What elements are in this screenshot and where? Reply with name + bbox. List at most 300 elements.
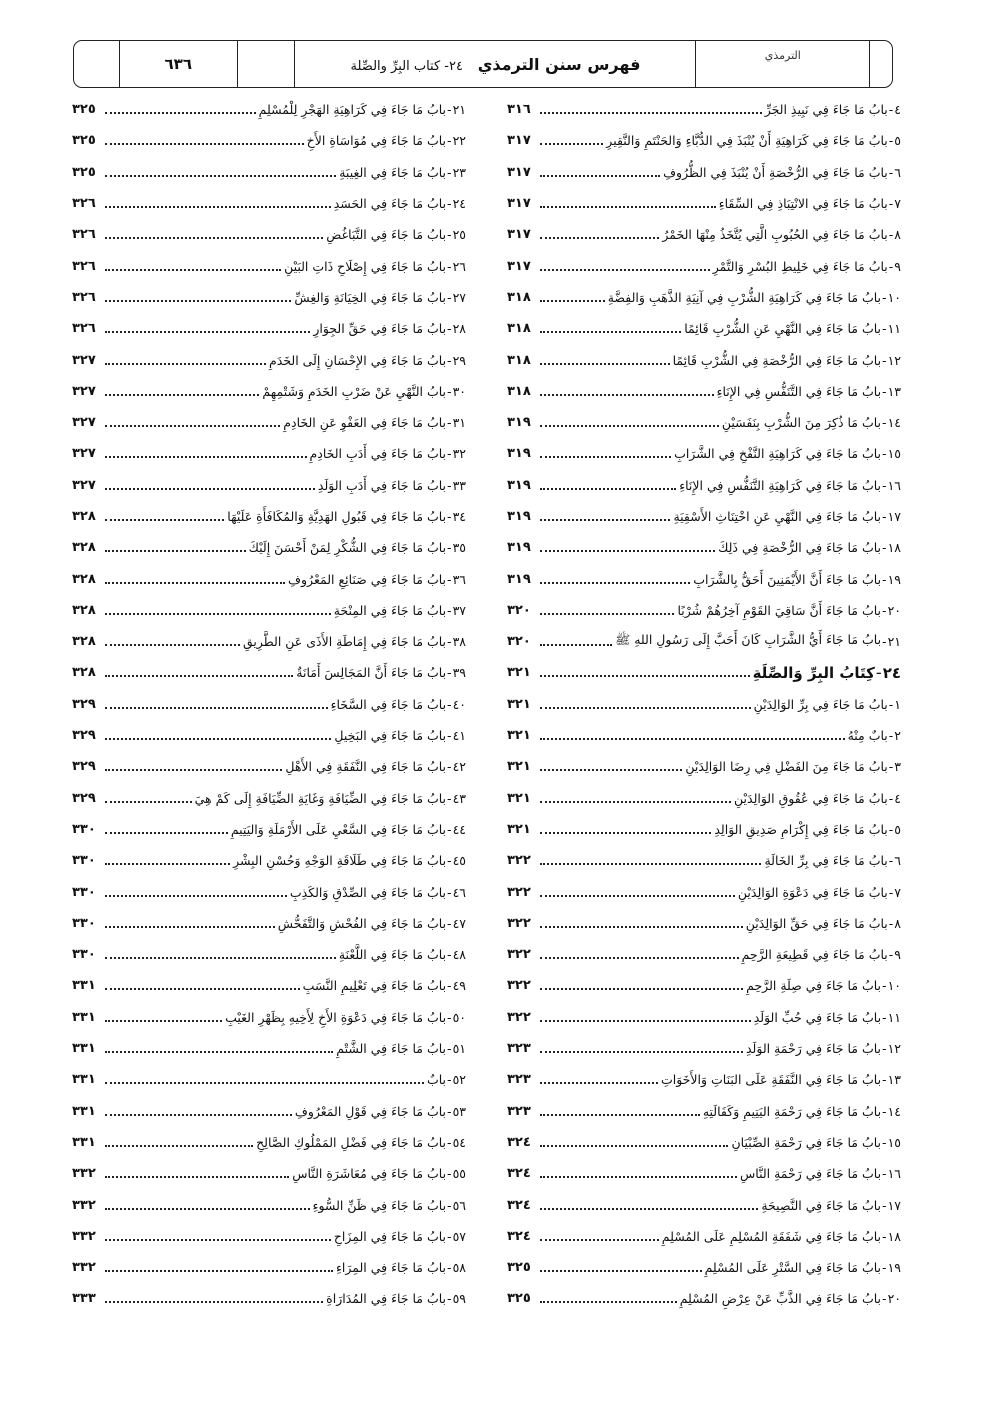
toc-entry-number: ١٨ xyxy=(887,540,901,556)
toc-entry-separator: - xyxy=(888,196,894,212)
toc-entry-number: ١٥ xyxy=(887,446,901,462)
toc-entry-separator: - xyxy=(882,634,887,650)
toc-entry-title: بابُ مَا جَاءَ أَنَّ سَاقِيَ القَوْمِ آخِرُهُمْ شُرْبًا xyxy=(677,602,882,618)
toc-entry-separator: - xyxy=(447,1260,452,1276)
toc-entry xyxy=(507,219,901,250)
dot-leader xyxy=(540,518,670,521)
toc-entry-separator: - xyxy=(447,446,452,462)
toc-entry-number: ٨ xyxy=(894,227,901,243)
toc-entry-title: بابُ مَا جَاءَ فِي حُبِّ الوَلَدِ xyxy=(753,1009,882,1025)
toc-entry-page: ٣١٩ xyxy=(507,446,531,462)
toc-entry-separator: - xyxy=(882,1134,887,1150)
toc-entry-title: بابُ مَا جَاءَ أَيُّ الشَّرَابِ كَانَ أَحَبَّ إِلَى رَسُولِ اللهِ ﷺ xyxy=(615,632,882,648)
header-cell-title xyxy=(295,41,696,87)
toc-entry-title: بابُ مَا جَاءَ فِي صَنَائِعِ المَعْرُوفِ xyxy=(288,571,447,587)
toc-entry-number: ٢ xyxy=(894,728,901,744)
toc-entry-number: ٣٧ xyxy=(452,602,466,618)
toc-entry-page: ٣٣٠ xyxy=(72,821,96,837)
toc-entry-page: ٣١٧ xyxy=(507,227,531,243)
toc-entry-title: بابُ مَا جَاءَ فِي ظَنِّ السُّوءِ xyxy=(312,1197,447,1213)
toc-entry-number: ٦ xyxy=(894,164,901,180)
dot-leader xyxy=(105,894,287,897)
toc-entry-number: ٥٦ xyxy=(452,1197,466,1213)
toc-entry xyxy=(507,407,901,438)
toc-entry-title: بابُ مَا جَاءَ فِي قَطِيعَةِ الرَّحِمِ xyxy=(741,947,888,963)
toc-entry-number: ٣٦ xyxy=(452,571,466,587)
dot-leader xyxy=(540,894,735,897)
toc-entry-page: ٣١٨ xyxy=(507,383,531,399)
toc-entry-page: ٣٢٧ xyxy=(72,383,96,399)
toc-entry xyxy=(72,908,466,939)
toc-entry-separator: - xyxy=(447,383,452,399)
toc-entry xyxy=(507,1002,901,1033)
dot-leader xyxy=(105,518,224,521)
toc-entry-number: ١٦ xyxy=(887,1166,901,1182)
dot-leader xyxy=(105,768,282,771)
toc-entry xyxy=(507,313,901,344)
toc-entry-number: ٤٨ xyxy=(452,947,466,963)
toc-entry xyxy=(507,1064,901,1095)
dot-leader xyxy=(540,643,612,646)
toc-entry-title: بابُ مَا جَاءَ فِي إِمَاطَةِ الأَذَى عَنِ الطَّرِيقِ xyxy=(242,634,447,650)
toc-entry xyxy=(507,1221,901,1252)
toc-entry-separator: - xyxy=(447,947,452,963)
toc-entry-separator: - xyxy=(888,915,894,931)
toc-entry-page: ٣٣٠ xyxy=(72,853,96,869)
toc-entry-number: ٣٩ xyxy=(452,665,466,681)
page-number: ٦٣٦ xyxy=(164,55,192,73)
toc-entry-title: بابُ مَا جَاءَ فِي كَرَاهِيَةِ الهَجْرِ لِلْمُسْلِمِ xyxy=(258,102,447,118)
toc-entry-page: ٣٢١ xyxy=(507,665,531,681)
toc-entry xyxy=(507,470,901,501)
toc-entry-page: ٣٣١ xyxy=(72,1134,96,1150)
toc-entry-title: بابُ مَا جَاءَ فِي أَدَبِ الخَادِمِ xyxy=(309,446,447,462)
dot-leader xyxy=(540,268,710,271)
toc-entry-title: بابُ مَا جَاءَ فِي اللَّعْنَةِ xyxy=(338,947,447,963)
toc-entry-number: ٥٣ xyxy=(452,1103,466,1119)
dot-leader xyxy=(105,706,328,709)
toc-entry-number: ١٤ xyxy=(887,1103,901,1119)
toc-entry-number: ٤٠ xyxy=(452,696,466,712)
toc-entry-separator: - xyxy=(888,696,894,712)
toc-entry-number: ١١ xyxy=(887,321,901,337)
toc-entry-title: بابُ مَا جَاءَ فِي المُدَارَاةِ xyxy=(326,1291,447,1307)
toc-entry-page: ٣٣١ xyxy=(72,1041,96,1057)
toc-entry-separator: - xyxy=(447,1228,452,1244)
toc-entry-title: بابُ مَا جَاءَ فِي مُوَاسَاةِ الأَخِ xyxy=(306,133,447,149)
toc-entry-separator: - xyxy=(888,728,894,744)
toc-entry-title: بابُ مَا جَاءَ فِي رَحْمَةِ النَّاسِ xyxy=(740,1166,882,1182)
toc-entry-page: ٣١٧ xyxy=(507,196,531,212)
toc-entry-number: ٢٩ xyxy=(452,352,466,368)
toc-entry-title: بابُ مَا جَاءَ فِي مُعَاشَرَةِ النَّاسِ xyxy=(292,1166,447,1182)
toc-entry-page: ٣٢٩ xyxy=(72,696,96,712)
toc-entry-separator: - xyxy=(447,102,452,118)
toc-entry-separator: - xyxy=(882,540,887,556)
toc-entry-title: بابُ مَا جَاءَ فِي كَرَاهِيَةِ التَّنَفُّسِ فِي الإِنَاءِ xyxy=(679,477,882,493)
toc-entry xyxy=(507,250,901,281)
toc-entry-number: ٧ xyxy=(894,884,901,900)
toc-entry-page: ٣١٩ xyxy=(507,509,531,524)
dot-leader xyxy=(105,362,266,365)
toc-entry-page: ٣٢٤ xyxy=(507,1228,531,1244)
toc-entry-number: ٤ xyxy=(894,102,901,118)
toc-entry-title: بابُ مَا جَاءَ فِي النَّهْيِ عَنِ الشُّرْبِ قَائِمًا xyxy=(684,321,882,337)
toc-entry-separator: - xyxy=(882,1072,887,1088)
toc-entry-separator: - xyxy=(447,477,452,493)
toc-entry-title: بابُ مَا جَاءَ فِي البَخِيلِ xyxy=(334,728,447,744)
dot-leader xyxy=(105,987,300,990)
toc-entry-number: ٣ xyxy=(894,759,901,775)
toc-entry xyxy=(72,814,466,845)
toc-entry xyxy=(507,908,901,939)
toc-entry-number: ٣٨ xyxy=(452,634,466,650)
toc-entry-separator: - xyxy=(882,1228,887,1244)
dot-leader xyxy=(540,1144,728,1147)
toc-section-heading xyxy=(507,657,901,688)
toc-entry-number: ٢٣ xyxy=(452,164,466,180)
toc-entry-title: كِتَابُ البِرِّ وَالصِّلَةِ xyxy=(752,663,875,682)
dot-leader xyxy=(540,1113,700,1116)
dot-leader xyxy=(540,205,716,208)
dot-leader xyxy=(540,549,715,552)
toc-entry-page: ٣٢٩ xyxy=(72,790,96,806)
toc-entry xyxy=(72,689,466,720)
toc-entry-title: بابُ مَا جَاءَ فِي الرُّخْصَةِ أَنْ يُنْبَذَ فِي الظُّرُوفِ xyxy=(663,164,888,180)
toc-entry-page: ٣٢٦ xyxy=(72,258,96,274)
toc-entry-page: ٣٣٠ xyxy=(72,915,96,931)
toc-entry-separator: - xyxy=(447,1009,452,1025)
toc-entry-title: بابُ مَا جَاءَ فِي كَرَاهِيَةِ أَنْ يُنْبَذَ فِي الدُّبَّاءِ وَالحَنْتَمِ وَالنَّقِيرِ xyxy=(606,133,888,149)
author-tag: الترمذي xyxy=(764,49,801,62)
toc-entry-separator: - xyxy=(888,258,894,274)
dot-leader xyxy=(105,174,336,177)
toc-entry-number: ٥ xyxy=(894,133,901,149)
dot-leader xyxy=(105,424,280,427)
toc-entry-separator: - xyxy=(447,164,452,180)
dot-leader xyxy=(105,737,331,740)
toc-entry-title: بابُ مَا جَاءَ فِي المِرَاءِ xyxy=(336,1260,447,1276)
dot-leader xyxy=(105,236,323,239)
toc-entry-page: ٣٢٨ xyxy=(72,571,96,587)
dot-leader xyxy=(540,424,719,427)
toc-entry-number: ٥٤ xyxy=(452,1134,466,1150)
toc-entry-title: بابُ مَا ذُكِرَ مِنَ الشُّرْبِ بِنَفَسَيْنِ xyxy=(721,415,882,431)
toc-entry-page: ٣٣٢ xyxy=(72,1228,96,1244)
toc-entry-number: ٢١ xyxy=(887,634,901,650)
toc-entry xyxy=(507,970,901,1001)
dot-leader xyxy=(105,1238,331,1241)
toc-entry-separator: - xyxy=(888,853,894,869)
toc-entry-separator: - xyxy=(447,853,452,869)
toc-entry-page: ٣٢٧ xyxy=(72,415,96,431)
toc-entry-number: ٢٦ xyxy=(452,258,466,274)
toc-entry-number: ٤٦ xyxy=(452,884,466,900)
toc-entry xyxy=(72,470,466,501)
dot-leader xyxy=(540,581,690,584)
dot-leader xyxy=(540,174,660,177)
header-cell-blank xyxy=(238,41,296,87)
toc-entry-separator: - xyxy=(882,1166,887,1182)
toc-entry-page: ٣٢٨ xyxy=(72,540,96,556)
toc-entry-number: ١٣ xyxy=(887,383,901,399)
toc-entry-separator: - xyxy=(447,1103,452,1119)
toc-entry-separator: - xyxy=(447,1291,452,1307)
toc-entry xyxy=(72,344,466,375)
toc-entry-number: ٣٠ xyxy=(452,383,466,399)
toc-entry xyxy=(72,532,466,563)
toc-entry-separator: - xyxy=(888,947,894,963)
toc-entry-title: بابُ مَا جَاءَ فِي النَّهْيِ عَنِ اخْتِنَاثِ الأَسْقِيَةِ xyxy=(673,509,882,524)
toc-entry-separator: - xyxy=(882,978,887,994)
toc-entry-number: ١٢ xyxy=(887,352,901,368)
toc-entry-page: ٣٢٧ xyxy=(72,352,96,368)
toc-entry-number: ٥ xyxy=(894,821,901,837)
toc-entry-page: ٣٣٣ xyxy=(72,1291,96,1307)
toc-entry xyxy=(72,188,466,219)
toc-entry-page: ٣٢٥ xyxy=(72,133,96,149)
dot-leader xyxy=(540,455,671,458)
toc-entry xyxy=(72,313,466,344)
toc-entry xyxy=(72,751,466,782)
toc-entry-title: بابُ مَا جَاءَ فِي كَرَاهِيَةِ النَّفْخِ فِي الشَّرَابِ xyxy=(674,446,882,462)
running-head xyxy=(351,55,641,74)
dot-leader xyxy=(105,330,310,333)
header-cell-page-number xyxy=(120,41,238,87)
dot-leader xyxy=(105,831,228,834)
toc-entry-number: ٨ xyxy=(894,915,901,931)
toc-entry-separator: - xyxy=(447,915,452,931)
toc-entry-page: ٣٢٧ xyxy=(72,446,96,462)
dot-leader xyxy=(540,768,682,771)
toc-entry xyxy=(507,501,901,532)
toc-entry-title: بابُ مَا جَاءَ فِي النَّفَقَةِ فِي الأَهْلِ xyxy=(285,759,447,775)
dot-leader xyxy=(105,581,285,584)
toc-entry-title: بابُ مَا جَاءَ فِي الخِيَانَةِ وَالغِشِّ xyxy=(294,289,447,305)
toc-entry-number: ٤٧ xyxy=(452,915,466,931)
toc-entry-number: ٩ xyxy=(894,947,901,963)
toc-entry xyxy=(507,939,901,970)
toc-entry-page: ٣٣٠ xyxy=(72,947,96,963)
toc-entry xyxy=(72,657,466,688)
toc-entry xyxy=(72,626,466,657)
toc-entry-separator: - xyxy=(882,383,887,399)
toc-entry-separator: - xyxy=(447,258,452,274)
dot-leader xyxy=(105,1113,292,1116)
toc-entry xyxy=(507,94,901,125)
toc-entry-title: بابُ مَا جَاءَ فِي صِلَةِ الرَّحِمِ xyxy=(746,978,882,994)
toc-entry-number: ١٠ xyxy=(887,978,901,994)
dot-leader xyxy=(540,236,659,239)
toc-entry-title: بابُ مَا جَاءَ أَنَّ الأَيْمَنِينَ أَحَقُّ بِالشَّرَابِ xyxy=(693,571,882,587)
toc-entry-page: ٣٢٨ xyxy=(72,509,96,524)
toc-entry-number: ٣٢ xyxy=(452,446,466,462)
toc-entry-number: ٢٥ xyxy=(452,227,466,243)
toc-entry-title: بابُ مَا جَاءَ فِي حَقِّ الوَالِدَيْنِ xyxy=(745,915,888,931)
toc-entry-page: ٣٢١ xyxy=(507,696,531,712)
dot-leader xyxy=(540,1238,659,1241)
toc-entry xyxy=(507,845,901,876)
header-cell-blank-edge xyxy=(870,41,892,87)
toc-entry-number: ١ xyxy=(894,696,901,712)
toc-entry-title: بابُ مَا جَاءَ فِي الذَّبِّ عَنْ عِرْضِ المُسْلِمِ xyxy=(679,1291,882,1307)
toc-entry xyxy=(72,376,466,407)
toc-entry-separator: - xyxy=(447,352,452,368)
toc-entry-page: ٣١٧ xyxy=(507,164,531,180)
toc-entry-number: ٣٤ xyxy=(452,509,466,524)
dot-leader xyxy=(540,362,670,365)
dot-leader xyxy=(540,1019,751,1022)
toc-entry-title: بابُ مَا جَاءَ فِي فَضْلِ المَمْلُوكِ الصَّالِحِ xyxy=(256,1134,447,1150)
dot-leader xyxy=(105,643,240,646)
toc-entry-separator: - xyxy=(447,759,452,775)
dot-leader xyxy=(540,956,739,959)
toc-entry xyxy=(72,563,466,594)
toc-entry-page: ٣٣٠ xyxy=(72,884,96,900)
toc-entry-title: بابُ مَا جَاءَ فِي العَفْوِ عَنِ الخَادِمِ xyxy=(283,415,447,431)
toc-entry-page: ٣٢٢ xyxy=(507,915,531,931)
toc-entry-title: بابُ مَا جَاءَ فِي بِرِّ الخَالَةِ xyxy=(764,853,888,869)
toc-entry-page: ٣٢٣ xyxy=(507,1072,531,1088)
toc-entry-title: بابٌ مِنْهُ xyxy=(847,728,888,744)
toc-entry-title: بابُ مَا جَاءَ فِي كَرَاهِيَةِ الشُّرْبِ فِي آنِيَةِ الذَّهَبِ وَالفِضَّةِ xyxy=(607,289,882,305)
toc-entry-separator: - xyxy=(447,821,452,837)
toc-entry-page: ٣١٩ xyxy=(507,477,531,493)
toc-entry-separator: - xyxy=(882,1103,887,1119)
toc-entry-separator: - xyxy=(447,634,452,650)
toc-entry xyxy=(72,595,466,626)
toc-entry xyxy=(72,407,466,438)
toc-entry-number: ٤ xyxy=(894,790,901,806)
toc-entry xyxy=(72,845,466,876)
toc-entry-separator: - xyxy=(447,540,452,556)
toc-entry-page: ٣٣١ xyxy=(72,1072,96,1088)
toc-entry xyxy=(507,720,901,751)
toc-entry-page: ٣٣١ xyxy=(72,978,96,994)
toc-entry xyxy=(507,376,901,407)
toc-entry xyxy=(72,125,466,156)
dot-leader xyxy=(540,706,751,709)
toc-entry-title: بابُ مَا جَاءَ فِي الشُّكْرِ لِمَنْ أَحْسَنَ إِلَيْكَ xyxy=(248,540,447,556)
toc-entry xyxy=(507,689,901,720)
toc-entry-title: بابُ مَا جَاءَ فِي رَحْمَةِ الصِّبْيَانِ xyxy=(731,1134,882,1150)
toc-entry xyxy=(507,157,901,188)
toc-entry xyxy=(72,157,466,188)
dot-leader xyxy=(540,1081,658,1084)
toc-entry-separator: - xyxy=(882,1197,887,1213)
dot-leader xyxy=(540,1175,737,1178)
toc-entry xyxy=(507,188,901,219)
toc-entry-title: بابُ مَا جَاءَ فِي السَّعْيِ عَلَى الأَرْمَلَةِ وَاليَتِيمِ xyxy=(230,821,447,837)
dot-leader xyxy=(105,1144,253,1147)
toc-entry xyxy=(72,250,466,281)
dot-leader xyxy=(105,549,246,552)
dot-leader xyxy=(105,1081,424,1084)
toc-entry-page: ٣٣٢ xyxy=(72,1260,96,1276)
toc-entry-title: بابُ مَا جَاءَ فِي الانْتِبَاذِ فِي السِّقَاءِ xyxy=(718,196,888,212)
dot-leader xyxy=(540,299,605,302)
toc-entry-title: بابُ مَا جَاءَ فِي أَدَبِ الوَلَدِ xyxy=(317,477,447,493)
toc-entry xyxy=(507,344,901,375)
toc-entry-separator: - xyxy=(882,415,887,431)
toc-entry-number: ٤١ xyxy=(452,728,466,744)
toc-entry-page: ٣٢٥ xyxy=(72,102,96,118)
toc-entry-title: بابُ مَا جَاءَ فِي رَحْمَةِ اليَتِيمِ وَكَفَالَتِهِ xyxy=(702,1103,882,1119)
toc-entry xyxy=(72,1221,466,1252)
toc-column-left xyxy=(72,94,466,1315)
toc-entry-title: بابُ مَا جَاءَ فِي دَعْوَةِ الأَخِ لِأَخِيهِ بِظَهْرِ الغَيْبِ xyxy=(225,1009,447,1025)
toc-entry-number: ٤٩ xyxy=(452,978,466,994)
dot-leader xyxy=(105,142,304,145)
toc-entry-page: ٣٢٢ xyxy=(507,1009,531,1025)
toc-entry-page: ٣١٧ xyxy=(507,258,531,274)
toc-entry-separator: - xyxy=(447,884,452,900)
toc-entry-separator: - xyxy=(447,978,452,994)
toc-entry xyxy=(72,1252,466,1283)
toc-entry-page: ٣١٩ xyxy=(507,540,531,556)
toc-entry-separator: - xyxy=(447,1134,452,1150)
toc-entry-separator: - xyxy=(888,102,894,118)
toc-entry-separator: - xyxy=(447,1197,452,1213)
toc-entry-separator: - xyxy=(888,821,894,837)
dot-leader xyxy=(105,674,293,677)
toc-entry xyxy=(72,876,466,907)
toc-entry xyxy=(507,1158,901,1189)
dot-leader xyxy=(540,831,711,834)
toc-entry-title: بابُ مَا جَاءَ فِي خَلِيطِ البُسْرِ وَالتَّمْرِ xyxy=(712,258,888,274)
toc-entry-separator: - xyxy=(447,1041,452,1057)
toc-entry xyxy=(507,563,901,594)
dot-leader xyxy=(540,111,762,114)
toc-entry-page: ٣٢١ xyxy=(507,821,531,837)
toc-entry-page: ٣٢٧ xyxy=(72,477,96,493)
toc-entry-number: ٥٠ xyxy=(452,1009,466,1025)
toc-entry-separator: - xyxy=(447,571,452,587)
dot-leader xyxy=(105,862,230,865)
toc-entry-separator: - xyxy=(447,196,452,212)
toc-entry-title: بابُ مَا جَاءَ فِي المِزَاحِ xyxy=(333,1228,447,1244)
dot-leader xyxy=(540,142,603,145)
toc-entry-title: بابُ مَا جَاءَ فِي إِكْرَامِ صَدِيقِ الوَالِدِ xyxy=(714,821,888,837)
toc-entry-title: بابُ مَا جَاءَ فِي المِنْحَةِ xyxy=(333,602,447,618)
toc-entry xyxy=(72,1283,466,1314)
toc-entry-page: ٣١٨ xyxy=(507,352,531,368)
toc-entry-title: بابُ مَا جَاءَ فِي طَلَاقَةِ الوَجْهِ وَحُسْنِ البِشْرِ xyxy=(233,853,447,869)
toc-entry-title: بابُ مَا جَاءَ فِي الإِحْسَانِ إِلَى الخَدَمِ xyxy=(269,352,447,368)
toc-entry-separator: - xyxy=(447,602,452,618)
toc-entry-page: ٣٣١ xyxy=(72,1103,96,1119)
toc-entry xyxy=(507,1189,901,1220)
dot-leader xyxy=(540,925,743,928)
toc-entry-title: بابُ مَا جَاءَ فِي السَّتْرِ عَلَى المُسْلِمِ xyxy=(704,1260,882,1276)
toc-entry xyxy=(72,1127,466,1158)
toc-entry-separator: - xyxy=(447,665,452,681)
toc-entry-title: بابُ مَا جَاءَ فِي الحُبُوبِ الَّتِي يُتَّخَذُ مِنْهَا الخَمْرُ xyxy=(662,227,888,243)
dot-leader xyxy=(105,800,192,803)
toc-entry-title: بابُ مَا جَاءَ فِي الغِيبَةِ xyxy=(339,164,447,180)
toc-entry xyxy=(72,1033,466,1064)
toc-entry-number: ٤٥ xyxy=(452,853,466,869)
dot-leader xyxy=(540,800,731,803)
dot-leader xyxy=(540,1300,677,1303)
toc-entry-page: ٣٣٢ xyxy=(72,1197,96,1213)
toc-entry-number: ٥٨ xyxy=(452,1260,466,1276)
toc-entry-title: بابُ مَا جَاءَ فِي عُقُوقِ الوَالِدَيْنِ xyxy=(734,790,888,806)
toc-entry-number: ٢٠ xyxy=(887,602,901,618)
toc-entry-title: بابُ مَا جَاءَ فِي إِصْلَاحِ ذَاتِ البَيْنِ xyxy=(284,258,447,274)
toc-entry-separator: - xyxy=(882,477,887,493)
toc-entry xyxy=(72,1064,466,1095)
